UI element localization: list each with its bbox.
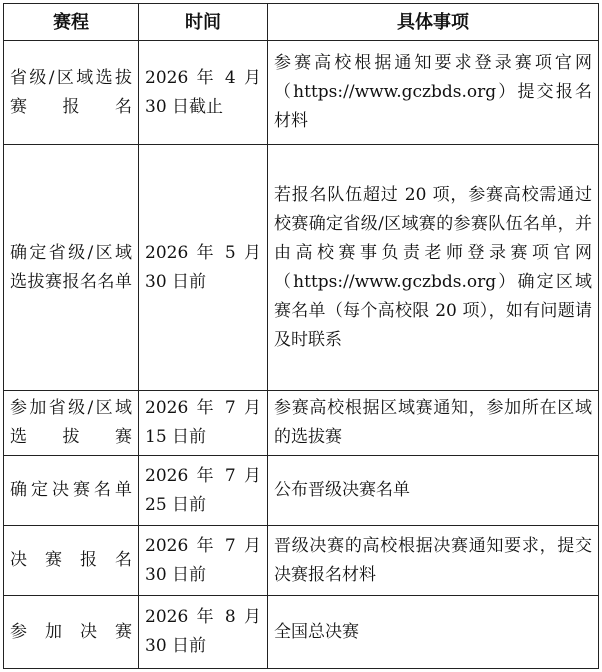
- stage-text: 参加决赛: [10, 621, 132, 642]
- detail-cell: [268, 456, 599, 526]
- stage-text: 确定决赛名单: [10, 480, 132, 500]
- detail-cell: [268, 145, 599, 391]
- time-cell: [139, 391, 268, 456]
- table-row: [4, 456, 599, 526]
- time-text: 2026 年 5 月 30 日前: [145, 242, 261, 292]
- detail-text: 若报名队伍超过 20 项，参赛高校需通过校赛确定省级/区域赛的参赛队伍名单，并由高校赛事负责老师登录赛项官网（https://www.gczbds.org）确定区域赛名单（每个高校限 20 项），如有问题请及时联系: [274, 184, 592, 350]
- stage-text: 确定省级/区域选拔赛报名名单: [10, 242, 132, 292]
- stage-cell: [4, 391, 139, 456]
- time-cell: [139, 596, 268, 669]
- time-text: 2026 年 4 月 30 日截止: [145, 67, 261, 117]
- header-detail: 具体事项: [268, 4, 599, 41]
- table-row: [4, 391, 599, 456]
- detail-text: 全国总决赛: [274, 621, 359, 642]
- detail-text: 公布晋级决赛名单: [274, 480, 410, 500]
- header-row: [4, 4, 599, 41]
- detail-cell: [268, 41, 599, 145]
- header-time: 时间: [139, 4, 268, 41]
- stage-cell: [4, 41, 139, 145]
- schedule-table: [3, 3, 599, 669]
- time-cell: [139, 145, 268, 391]
- time-cell: [139, 41, 268, 145]
- time-text: 2026 年 7 月 25 日前: [145, 465, 261, 515]
- table-row: [4, 596, 599, 669]
- stage-text: 省级/区域选拔赛报名: [10, 67, 132, 117]
- detail-text: 参赛高校根据区域赛通知，参加所在区域的选拔赛: [274, 398, 592, 447]
- detail-text: 晋级决赛的高校根据决赛通知要求，提交决赛报名材料: [274, 535, 592, 585]
- stage-text: 决赛报名: [10, 550, 132, 570]
- stage-cell: [4, 596, 139, 669]
- stage-cell: [4, 526, 139, 596]
- detail-text: 参赛高校根据通知要求登录赛项官网（https://www.gczbds.org）提交报名材料: [274, 53, 592, 131]
- detail-cell: [268, 391, 599, 456]
- time-cell: [139, 526, 268, 596]
- table-row: [4, 145, 599, 391]
- detail-cell: [268, 526, 599, 596]
- stage-cell: [4, 456, 139, 526]
- time-cell: [139, 456, 268, 526]
- table-row: [4, 41, 599, 145]
- stage-cell: [4, 145, 139, 391]
- time-text: 2026 年 7 月 30 日前: [145, 535, 261, 585]
- time-text: 2026 年 7 月 15 日前: [145, 398, 261, 447]
- stage-text: 参加省级/区域选拔赛: [10, 398, 132, 447]
- time-text: 2026 年 8 月 30 日前: [145, 607, 261, 656]
- table-row: [4, 526, 599, 596]
- header-stage: 赛程: [4, 4, 139, 41]
- detail-cell: [268, 596, 599, 669]
